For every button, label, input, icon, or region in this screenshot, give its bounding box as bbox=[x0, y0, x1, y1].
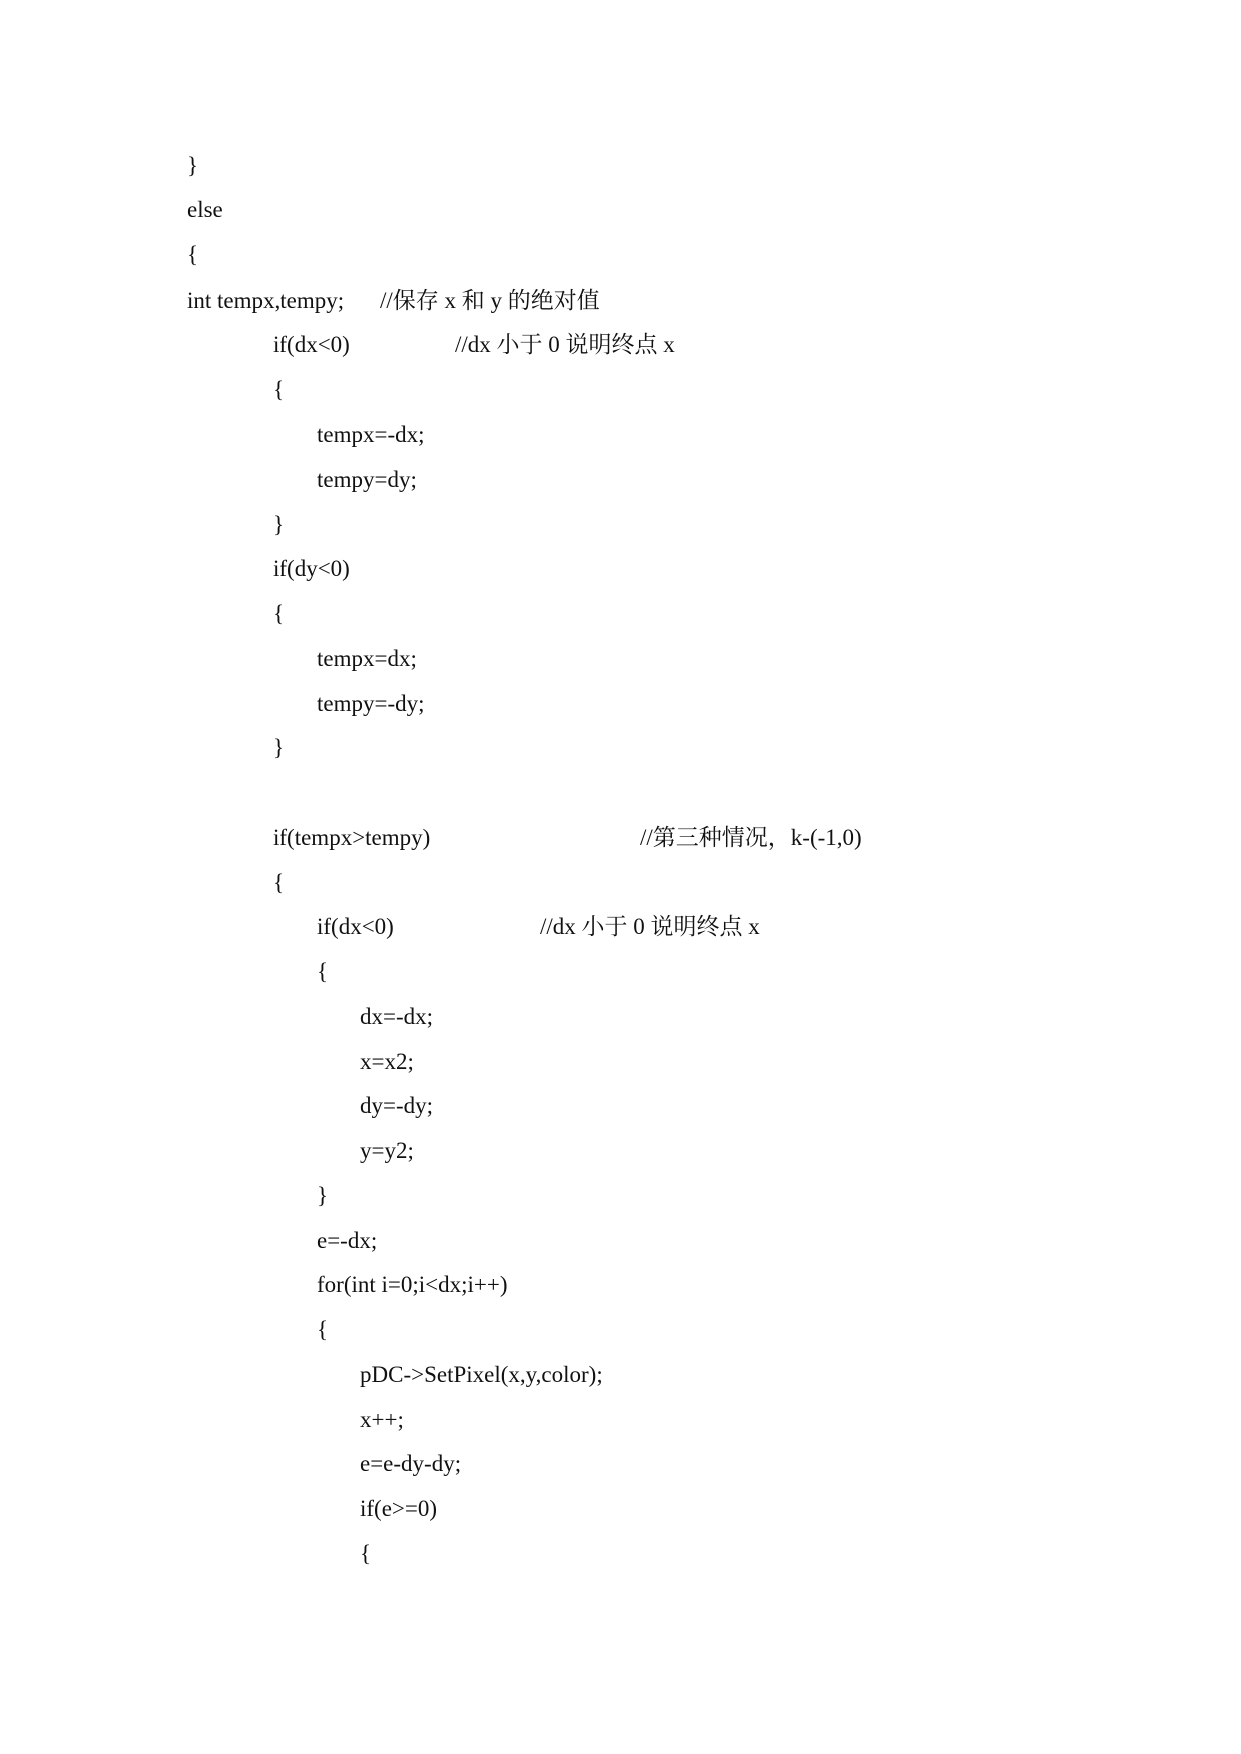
code-line: else bbox=[187, 197, 223, 222]
code-line: tempy=-dy; bbox=[317, 691, 425, 716]
code-line: } bbox=[273, 512, 285, 537]
code-line: { bbox=[360, 1541, 372, 1566]
code-comment: //dx 小于 0 说明终点 x bbox=[455, 332, 675, 357]
code-line: pDC->SetPixel(x,y,color); bbox=[360, 1362, 603, 1387]
code-line: } bbox=[187, 153, 199, 178]
code-line: dy=-dy; bbox=[360, 1093, 434, 1118]
code-line: if(dx<0) bbox=[317, 914, 394, 939]
code-line: if(e>=0) bbox=[360, 1496, 438, 1521]
code-line: y=y2; bbox=[360, 1138, 414, 1163]
code-line: tempy=dy; bbox=[317, 467, 417, 492]
code-line: int tempx,tempy; bbox=[187, 288, 345, 313]
code-line: x++; bbox=[360, 1407, 404, 1432]
code-line: { bbox=[317, 1317, 329, 1342]
code-line: if(dy<0) bbox=[273, 556, 350, 581]
code-line: { bbox=[273, 377, 285, 402]
code-line: { bbox=[273, 870, 285, 895]
code-line: if(tempx>tempy) bbox=[273, 825, 431, 850]
code-line: e=-dx; bbox=[317, 1228, 378, 1253]
code-comment: //保存 x 和 y 的绝对值 bbox=[380, 288, 600, 313]
code-line: for(int i=0;i<dx;i++) bbox=[317, 1272, 508, 1297]
code-line: e=e-dy-dy; bbox=[360, 1451, 462, 1476]
code-line: { bbox=[317, 959, 329, 984]
code-line: tempx=dx; bbox=[317, 646, 417, 671]
code-line: tempx=-dx; bbox=[317, 422, 425, 447]
code-line: if(dx<0) bbox=[273, 332, 350, 357]
code-comment: //dx 小于 0 说明终点 x bbox=[540, 914, 760, 939]
code-line: } bbox=[273, 735, 285, 760]
code-line: x=x2; bbox=[360, 1049, 414, 1074]
code-comment: //第三种情况，k-(-1,0) bbox=[640, 825, 862, 850]
code-line: dx=-dx; bbox=[360, 1004, 434, 1029]
code-line: { bbox=[187, 242, 199, 267]
code-line: { bbox=[273, 601, 285, 626]
code-line: } bbox=[317, 1183, 329, 1208]
